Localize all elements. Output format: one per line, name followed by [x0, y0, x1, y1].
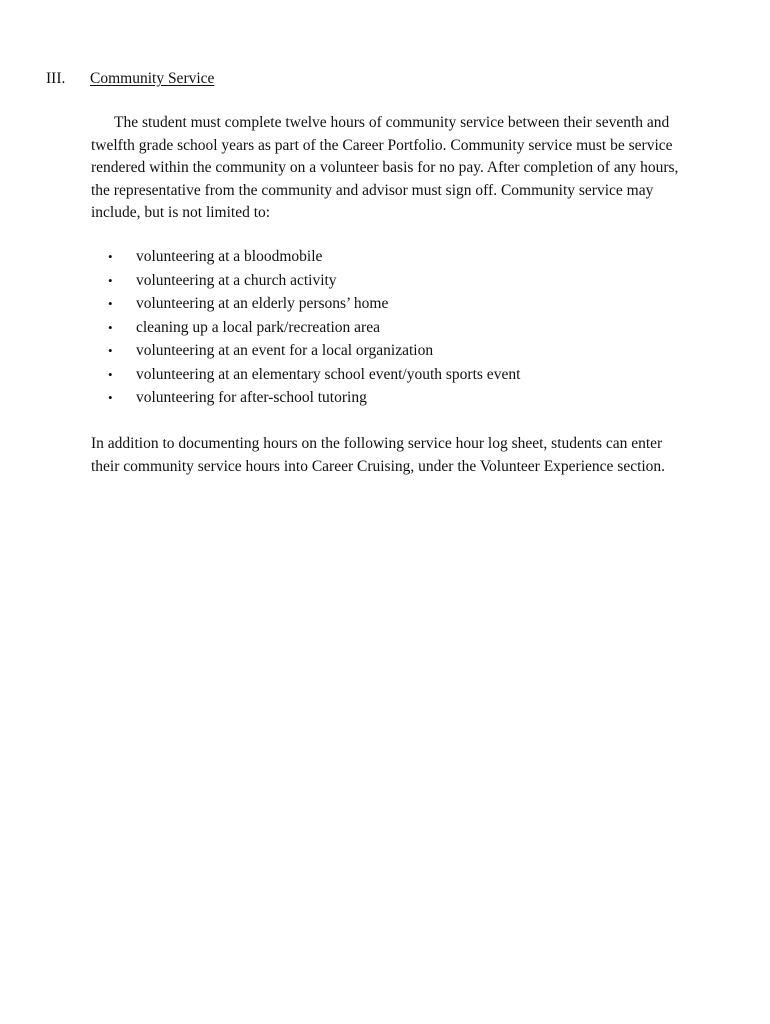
intro-line: The student must complete twelve hours of community service between their seventh and	[114, 114, 670, 131]
section-title: Community Service	[90, 70, 215, 87]
bullet-icon: •	[108, 366, 113, 382]
bullet-icon: •	[108, 343, 113, 358]
list-item-text: volunteering for after-school tutoring	[136, 389, 367, 406]
list-item-text: volunteering at an event for a local organization	[136, 342, 434, 359]
bullet-icon: •	[108, 249, 113, 264]
closing-line: In addition to documenting hours on the following service hour log sheet, students can enter	[91, 435, 663, 452]
bullet-icon: •	[108, 390, 113, 405]
list-item-text: volunteering at an elementary school event/youth sports event	[136, 365, 521, 383]
bullet-icon: •	[108, 319, 113, 335]
intro-line: twelfth grade school years as part of the Career Portfolio. Community service must be service	[91, 136, 673, 154]
intro-line: the representative from the community and advisor must sign off. Community service may	[91, 181, 654, 199]
bullet-icon: •	[108, 296, 113, 311]
list-item-text: volunteering at a church activity	[136, 271, 337, 289]
bullet-icon: •	[108, 272, 113, 288]
closing-line: their community service hours into Career Cruising, under the Volunteer Experience section.	[91, 458, 666, 475]
closing-paragraph	[91, 432, 741, 478]
intro-paragraph	[91, 112, 731, 225]
list-item-text: volunteering at a bloodmobile	[136, 248, 323, 265]
intro-line: include, but is not limited to:	[91, 204, 271, 221]
intro-line: rendered within the community on a volunteer basis for no pay. After completion of any hours,	[91, 159, 679, 176]
list-item-text: cleaning up a local park/recreation area	[136, 318, 380, 336]
section-heading	[46, 69, 214, 89]
section-number: III.	[46, 70, 66, 87]
list-item-text: volunteering at an elderly persons’ home	[136, 295, 389, 312]
